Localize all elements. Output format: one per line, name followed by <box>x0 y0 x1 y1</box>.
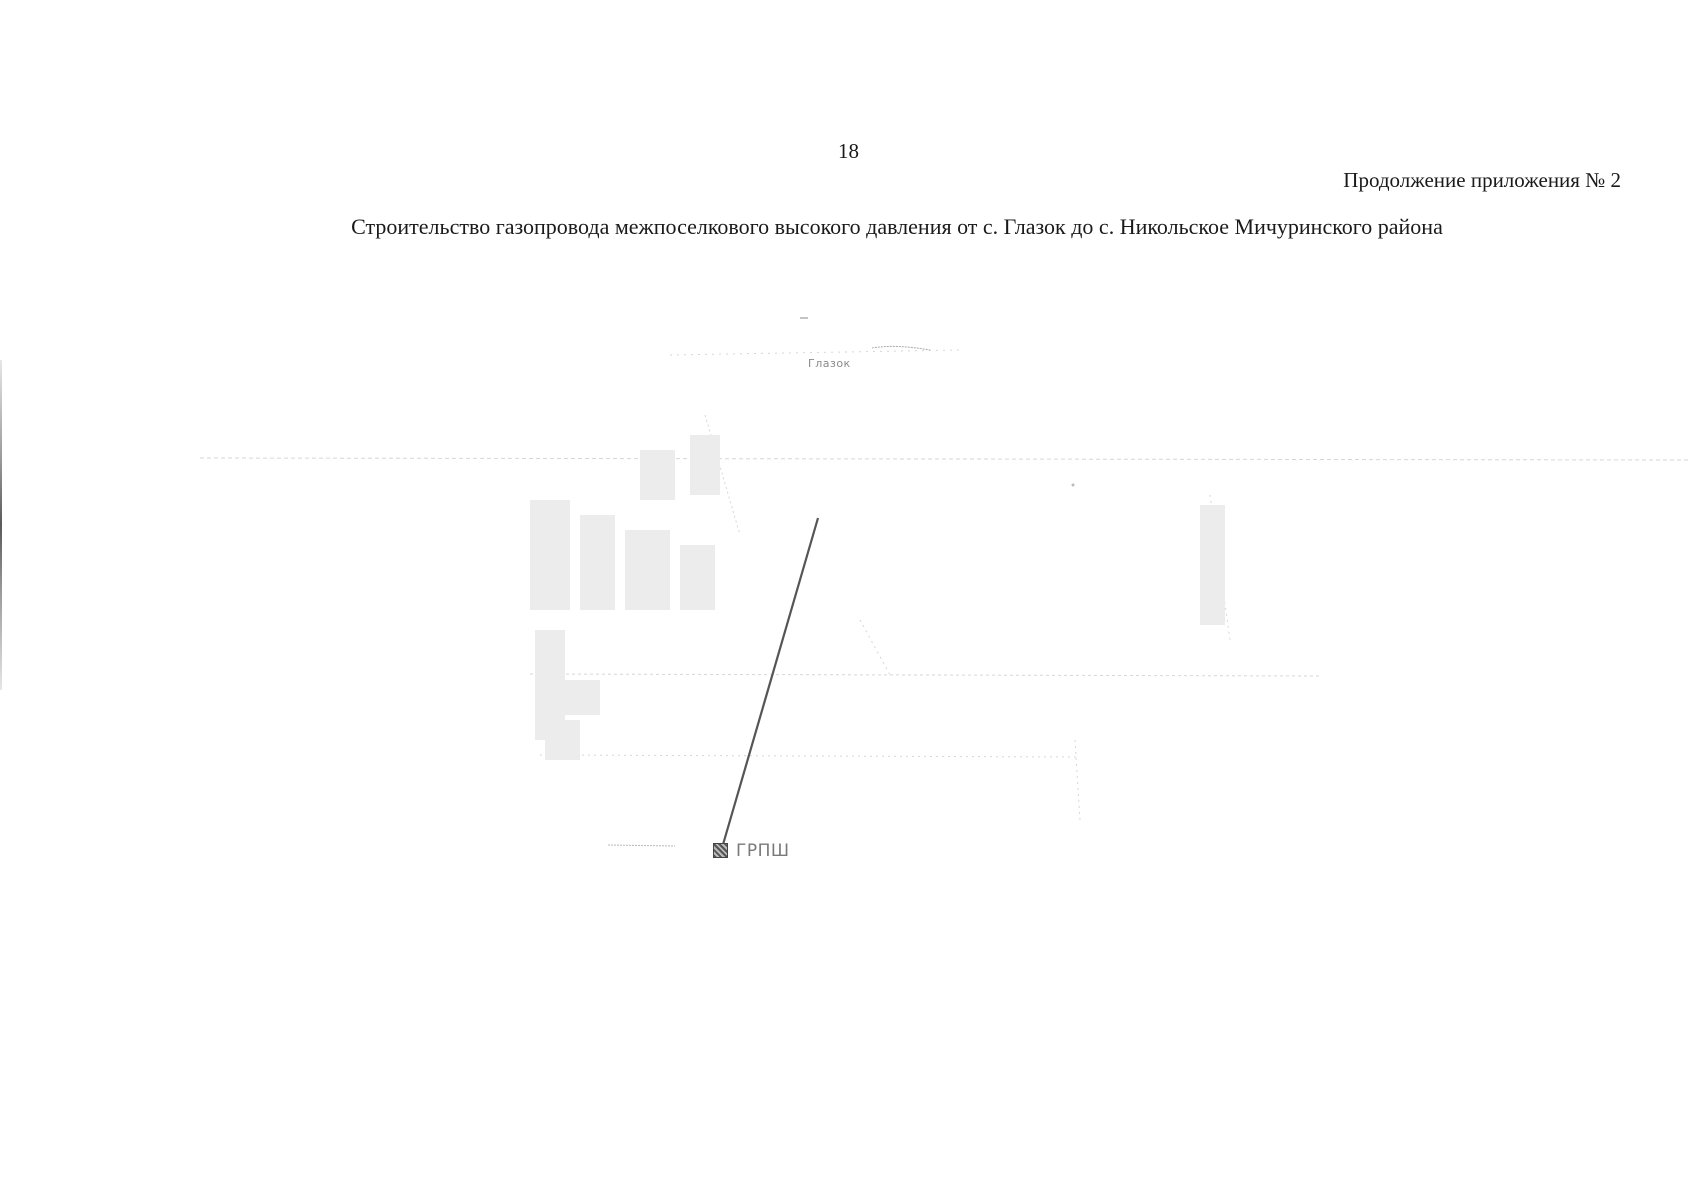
faint-map-background <box>200 350 1690 820</box>
faint-block <box>530 500 570 610</box>
faint-block <box>625 530 670 610</box>
faint-settlement-blocks <box>530 435 1225 760</box>
grpsh-station-label: ГРПШ <box>736 841 790 861</box>
map-canvas <box>0 290 1697 910</box>
faint-road <box>200 458 1690 460</box>
gas-pipeline-route <box>722 518 818 848</box>
grpsh-station-marker <box>713 843 728 858</box>
faint-road-fragment <box>608 845 675 846</box>
faint-road <box>860 620 890 675</box>
village-label-glazok: Глазок <box>808 357 851 370</box>
faint-block <box>680 545 715 610</box>
faint-block <box>1200 505 1225 625</box>
faint-road <box>540 755 1080 757</box>
faint-road <box>670 350 960 355</box>
faint-road-fragment <box>872 346 930 350</box>
faint-road <box>1075 740 1080 820</box>
appendix-note: Продолжение приложения № 2 <box>1343 168 1621 192</box>
map-area <box>0 290 1697 910</box>
faint-block <box>690 435 720 495</box>
faint-road <box>530 674 1320 676</box>
faint-block <box>545 720 580 760</box>
faint-block <box>580 515 615 610</box>
page-number: 18 <box>838 139 859 163</box>
document-title: Строительство газопровода межпоселкового высокого давления от с. Глазок до с. Никольское Мичуринского района <box>351 214 1443 239</box>
faint-dot <box>1072 484 1075 487</box>
faint-block <box>640 450 675 500</box>
faint-block <box>560 680 600 715</box>
